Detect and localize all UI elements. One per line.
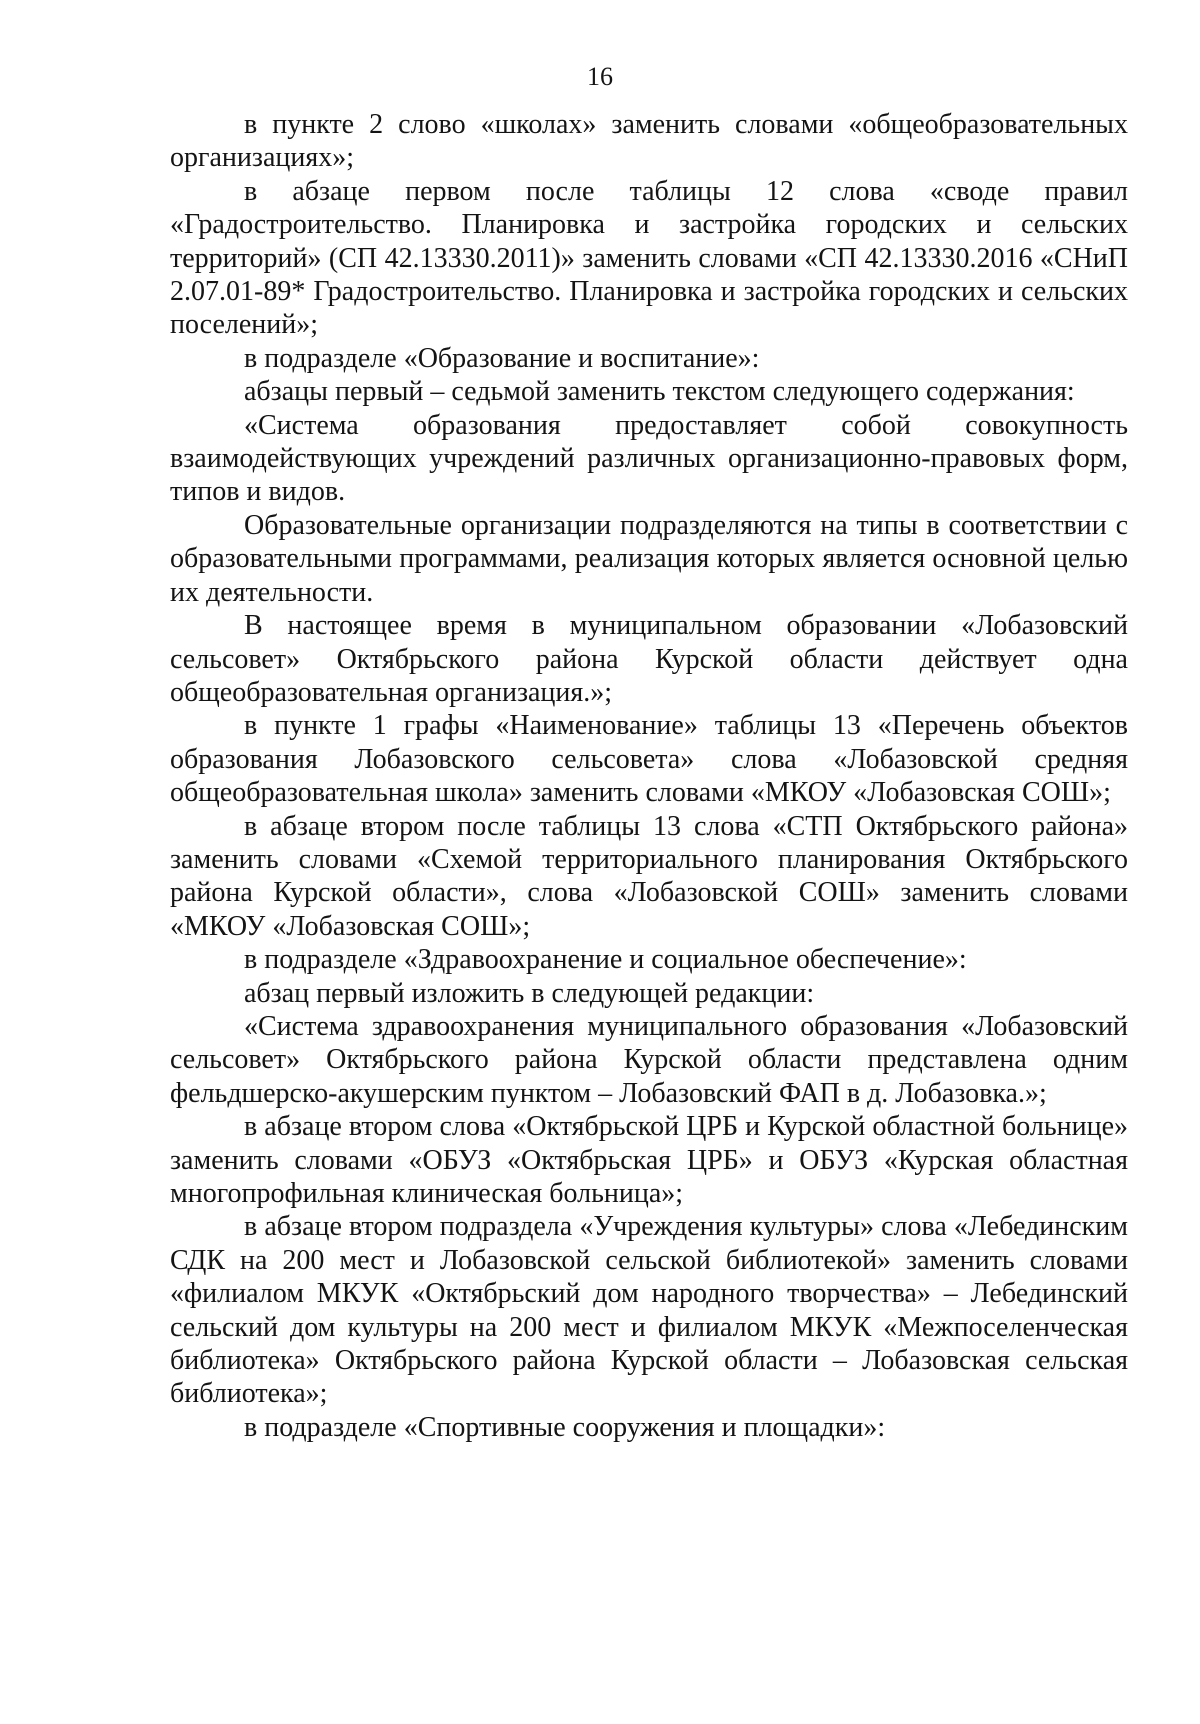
- paragraph-1: в пункте 2 слово «школах» заменить словами «общеобразовательных организациях»;: [170, 109, 1128, 174]
- paragraph-8: в пункте 1 графы «Наименование» таблицы 13 «Перечень объектов образования Лобазовского сельсовета» слова «Лобазовской средняя общеобразовательная школа» заменить словами «МКОУ «Лобазовская СОШ»;: [170, 710, 1128, 809]
- paragraph-13: в абзаце втором слова «Октябрьской ЦРБ и Курской областной больнице» заменить словами «ОБУЗ «Октябрьская ЦРБ» и ОБУЗ «Курская областная многопрофильная клиническая больница»;: [170, 1111, 1128, 1209]
- paragraph-3: в подразделе «Образование и воспитание»:: [244, 342, 760, 374]
- document-body: [170, 108, 1128, 1444]
- paragraph-4: абзацы первый – седьмой заменить текстом следующего содержания:: [244, 376, 1075, 408]
- page-number: 16: [587, 62, 613, 91]
- paragraph-12: «Система здравоохранения муниципального образования «Лобазовский сельсовет» Октябрьского района Курской области представлена одним фельдшерско-акушерским пунктом – Лобазовский ФАП в д. Лобазовка.»;: [170, 1010, 1128, 1109]
- paragraph-11: абзац первый изложить в следующей редакции:: [244, 977, 815, 1009]
- paragraph-5: «Система образования предоставляет собой совокупность взаимодействующих учреждений различных организационно-правовых форм, типов и видов.: [170, 409, 1128, 508]
- paragraph-9: в абзаце втором после таблицы 13 слова «СТП Октябрьского района» заменить словами «Схемой территориального планирования Октябрьского района Курской области», слова «Лобазовской СОШ» заменить словами «МКОУ «Лобазовская СОШ»;: [170, 810, 1128, 942]
- paragraph-2: в абзаце первом после таблицы 12 слова «своде правил «Градостроительство. Планировка и застройка городских и сельских территорий» (СП 42.13330.2011)» заменить словами «СП 42.13330.2016 «СНиП 2.07.01-89* Градостроительство. Планировка и застройка городских и сельских поселений»;: [170, 175, 1128, 341]
- paragraph-10: в подразделе «Здравоохранение и социальное обеспечение»:: [244, 944, 967, 976]
- paragraph-7: В настоящее время в муниципальном образовании «Лобазовский сельсовет» Октябрьского района Курской области действует одна общеобразовательная организация.»;: [170, 610, 1128, 708]
- paragraph-14: в абзаце втором подраздела «Учреждения культуры» слова «Лебединским СДК на 200 мест и Лобазовской сельской библиотекой» заменить словами «филиалом МКУК «Октябрьский дом народного творчества» – Лебединский сельский дом культуры на 200 мест и филиалом МКУК «Межпоселенческая библиотека» Октябрьского района Курской области – Лобазовская сельская библиотека»;: [170, 1211, 1128, 1410]
- paragraph-6: Образовательные организации подразделяются на типы в соответствии с образовательными программами, реализация которых является основной целью их деятельности.: [170, 509, 1128, 608]
- paragraph-15: в подразделе «Спортивные сооружения и площадки»:: [244, 1411, 886, 1443]
